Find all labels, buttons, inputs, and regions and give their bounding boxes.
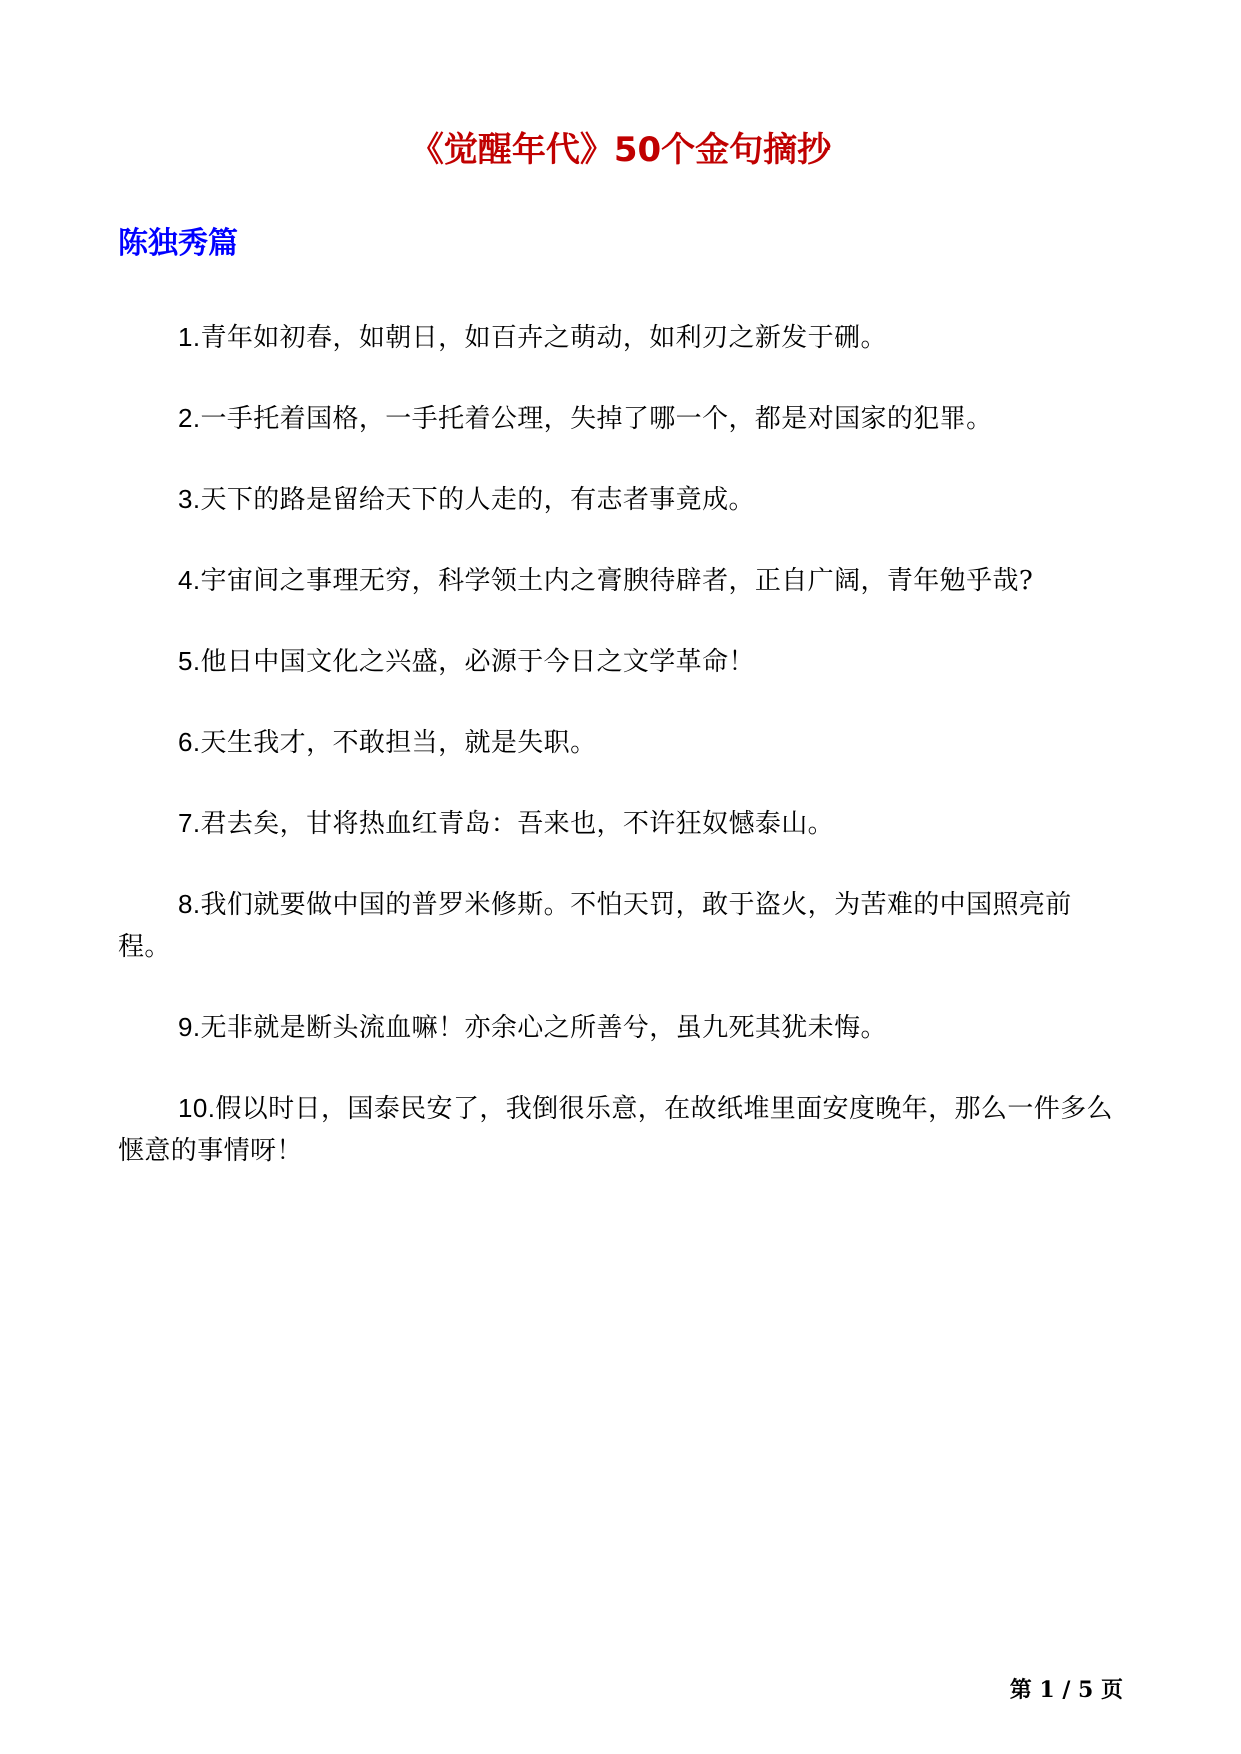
quote-item-5 [118, 640, 1122, 683]
quote-text: 天生我才，不敢担当，就是失职。 [200, 728, 597, 758]
quote-number: 8. [178, 889, 201, 919]
quote-item-8 [118, 883, 1122, 968]
quote-item-7 [118, 802, 1122, 845]
quote-number: 7. [178, 808, 201, 838]
quote-text: 一手托着国格，一手托着公理，失掉了哪一个，都是对国家的犯罪。 [200, 404, 993, 434]
document-title: 《觉醒年代》50个金句摘抄 [409, 130, 832, 170]
quote-text: 假以时日，国泰民安了，我倒很乐意，在故纸堆里面安度晚年，那么一件多么惬意的事情呀！ [118, 1094, 1113, 1166]
quote-number: 4. [178, 565, 201, 595]
quote-item-10 [118, 1087, 1122, 1172]
quote-text: 青年如初春，如朝日，如百卉之萌动，如利刃之新发于硎。 [200, 323, 887, 353]
quote-number: 2. [178, 403, 201, 433]
quote-text: 宇宙间之事理无穷，科学领土内之膏腴待辟者，正自广阔，青年勉乎哉? [200, 566, 1034, 596]
quote-number: 6. [178, 727, 201, 757]
quote-text: 他日中国文化之兴盛，必源于今日之文学革命！ [200, 647, 755, 677]
quote-item-4 [118, 559, 1122, 602]
quote-number: 10. [178, 1093, 216, 1123]
quote-item-1 [118, 316, 1122, 359]
quote-item-9 [118, 1006, 1122, 1049]
section-heading: 陈独秀篇 [118, 226, 238, 261]
quote-number: 5. [178, 646, 201, 676]
quote-number: 3. [178, 484, 201, 514]
page-number-footer: 第 1 / 5 页 [1009, 1677, 1123, 1703]
quote-item-3 [118, 478, 1122, 521]
quote-text: 我们就要做中国的普罗米修斯。不怕天罚，敢于盗火，为苦难的中国照亮前程。 [118, 890, 1072, 962]
quote-text: 天下的路是留给天下的人走的，有志者事竟成。 [200, 485, 755, 515]
quote-item-6 [118, 721, 1122, 764]
quote-text: 无非就是断头流血嘛！亦余心之所善兮，虽九死其犹未悔。 [200, 1013, 887, 1043]
quote-number: 1. [178, 322, 201, 352]
quote-item-2 [118, 397, 1122, 440]
quote-list [118, 316, 1122, 1210]
quote-number: 9. [178, 1012, 201, 1042]
quote-text: 君去矣，甘将热血红青岛：吾来也，不许狂奴憾泰山。 [200, 809, 835, 839]
